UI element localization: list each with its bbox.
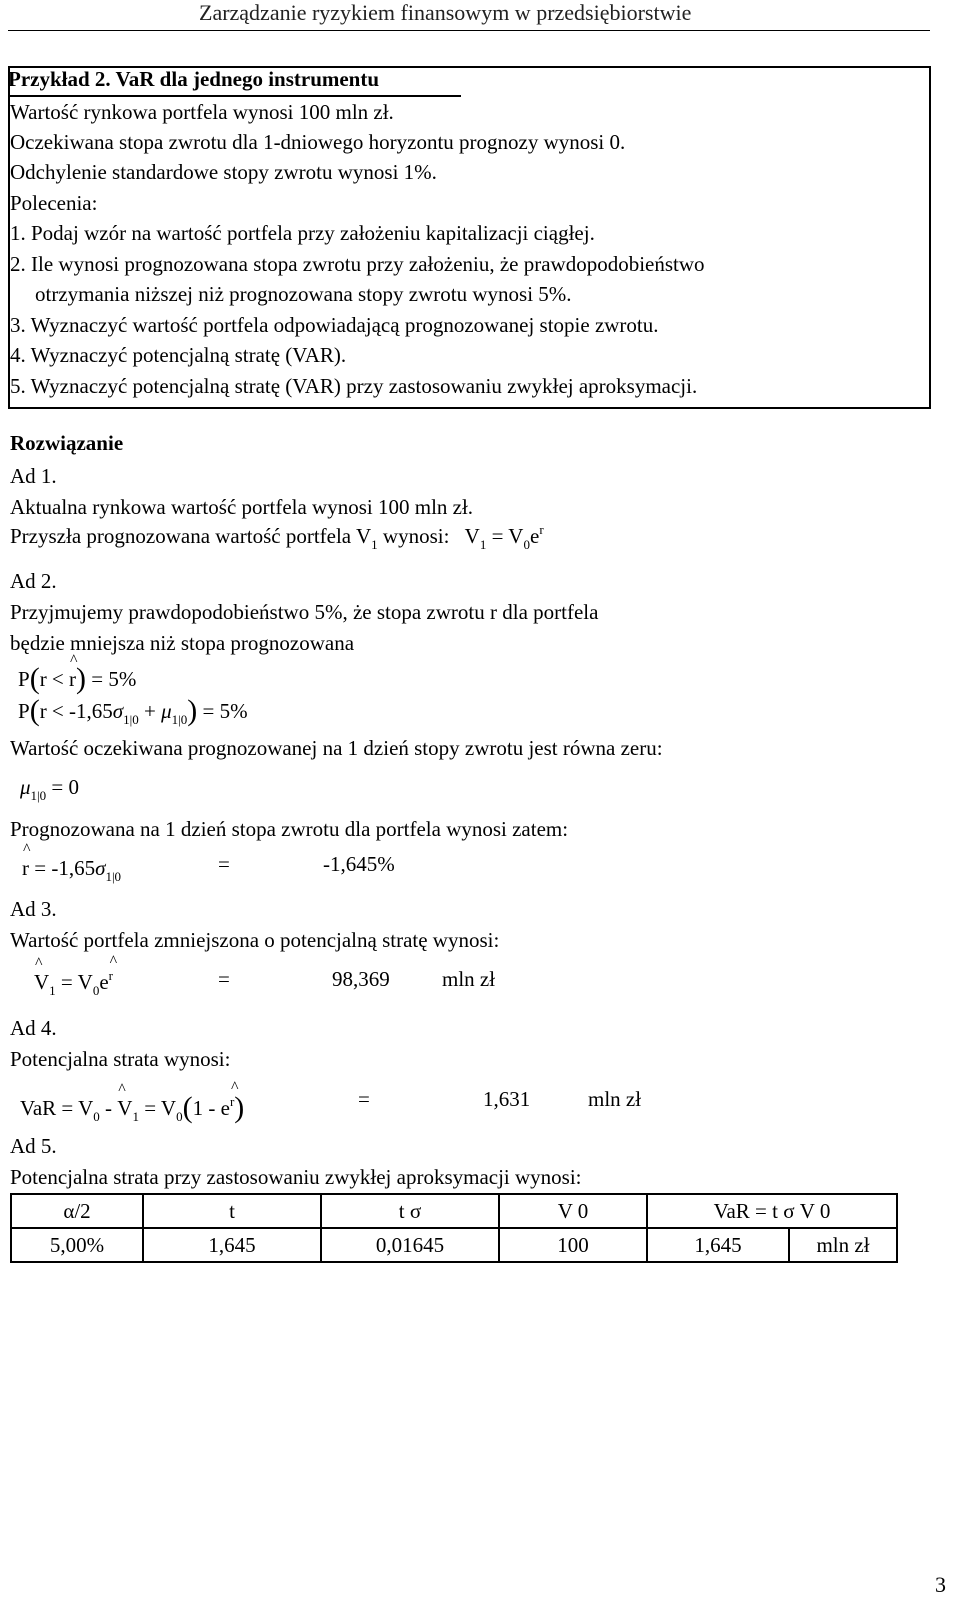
ad1-text: Aktualna rynkowa wartość portfela wynosi 100 mln zł. bbox=[10, 495, 474, 519]
example-line: otrzymania niższej niż prognozowana stopy zwrotu wynosi 5%. bbox=[35, 282, 572, 306]
formula-var: VaR = $V_0$ - ^ $V_1 = V_0(1$ - e^ $^r$) bbox=[20, 1089, 244, 1123]
ad1-text2: Przyszła prognozowana wartość portfela $V_1$ wynosi: $V_1 = V_0e^r$ bbox=[10, 522, 544, 552]
ad3-label: Ad 3. bbox=[10, 897, 57, 921]
ad1-label: Ad 1. bbox=[10, 464, 57, 488]
table-header-cell: α/2 bbox=[11, 1194, 143, 1228]
formula-prob2: $P(r < -1,65\sigma_{1|0} + \mu_{1|0}) = 5\%$ bbox=[18, 694, 248, 727]
ad3-text: Wartość portfela zmniejszona o potencjalną stratę wynosi: bbox=[10, 928, 500, 952]
example-title-underline bbox=[8, 95, 461, 97]
ad2-text3: Wartość oczekiwana prognozowanej na 1 dzień stopy zwrotu jest równa zeru: bbox=[10, 736, 663, 760]
formula-prob1: P(r < ^ r) = 5% bbox=[18, 660, 136, 694]
formula-v1hat: ^ $V_1$ = $V_0e\^{}$ $^r$ bbox=[34, 970, 113, 995]
ad5-label: Ad 5. bbox=[10, 1134, 57, 1158]
ad4-unit: mln zł bbox=[588, 1087, 642, 1111]
page-number: 3 bbox=[935, 1572, 946, 1597]
example-line: 1. Podaj wzór na wartość portfela przy założeniu kapitalizacji ciągłej. bbox=[10, 221, 595, 245]
table-header-cell: V 0 bbox=[499, 1194, 647, 1228]
table-header-cell: VaR = t σ V 0 bbox=[647, 1194, 897, 1228]
table-cell: 5,00% bbox=[11, 1228, 143, 1262]
equals-sign: = bbox=[358, 1087, 370, 1111]
example-line: 2. Ile wynosi prognozowana stopa zwrotu przy założeniu, że prawdopodobieństwo bbox=[10, 252, 705, 276]
example-title: Przykład 2. VaR dla jednego instrumentu bbox=[8, 67, 380, 91]
header-rule bbox=[8, 30, 930, 31]
ad2-text2: będzie mniejsza niż stopa prognozowana bbox=[10, 631, 355, 655]
example-line: 5. Wyznaczyć potencjalną stratę (VAR) przy zastosowaniu zwykłej aproksymacji. bbox=[10, 374, 698, 398]
example-line: Oczekiwana stopa zwrotu dla 1-dniowego horyzontu prognozy wynosi 0. bbox=[10, 130, 626, 154]
example-line: 4. Wyznaczyć potencjalną stratę (VAR). bbox=[10, 343, 347, 367]
table-header-row bbox=[11, 1194, 897, 1228]
ad4-result: 1,631 bbox=[483, 1087, 531, 1111]
ad2-result: -1,645% bbox=[323, 852, 395, 876]
table-header-cell: t σ bbox=[321, 1194, 499, 1228]
table-cell: 1,645 bbox=[143, 1228, 321, 1262]
example-line: Wartość rynkowa portfela wynosi 100 mln zł. bbox=[10, 100, 394, 124]
running-header: Zarządzanie ryzykiem finansowym w przedsiębiorstwie bbox=[199, 0, 692, 25]
ad4-text: Potencjalna strata wynosi: bbox=[10, 1047, 231, 1071]
equals-sign: = bbox=[218, 852, 230, 876]
table-cell: 1,645 bbox=[647, 1228, 789, 1262]
ad2-label: Ad 2. bbox=[10, 569, 57, 593]
ad2-text4: Prognozowana na 1 dzień stopa zwrotu dla portfela wynosi zatem: bbox=[10, 817, 569, 841]
table-row bbox=[11, 1228, 897, 1262]
ad4-label: Ad 4. bbox=[10, 1016, 57, 1040]
example-line: 3. Wyznaczyć wartość portfela odpowiadającą prognozowanej stopie zwrotu. bbox=[10, 313, 659, 337]
example-line: Polecenia: bbox=[10, 191, 98, 215]
solution-title: Rozwiązanie bbox=[10, 431, 124, 455]
table-cell: mln zł bbox=[789, 1228, 897, 1262]
ad3-unit: mln zł bbox=[442, 967, 496, 991]
equals-sign: = bbox=[218, 967, 230, 991]
var-table bbox=[10, 1193, 898, 1263]
ad2-text: Przyjmujemy prawdopodobieństwo 5%, że stopa zwrotu r dla portfela bbox=[10, 600, 599, 624]
table-cell: 0,01645 bbox=[321, 1228, 499, 1262]
formula-mu: $\mu_{1|0} = 0$ bbox=[20, 775, 79, 803]
formula-rhat: ^ $r = -1,65\sigma_{1|0}$ bbox=[22, 856, 121, 881]
ad3-result: 98,369 bbox=[332, 967, 390, 991]
example-line: Odchylenie standardowe stopy zwrotu wynosi 1%. bbox=[10, 160, 437, 184]
ad5-text: Potencjalna strata przy zastosowaniu zwykłej aproksymacji wynosi: bbox=[10, 1165, 582, 1189]
table-cell: 100 bbox=[499, 1228, 647, 1262]
table-header-cell: t bbox=[143, 1194, 321, 1228]
